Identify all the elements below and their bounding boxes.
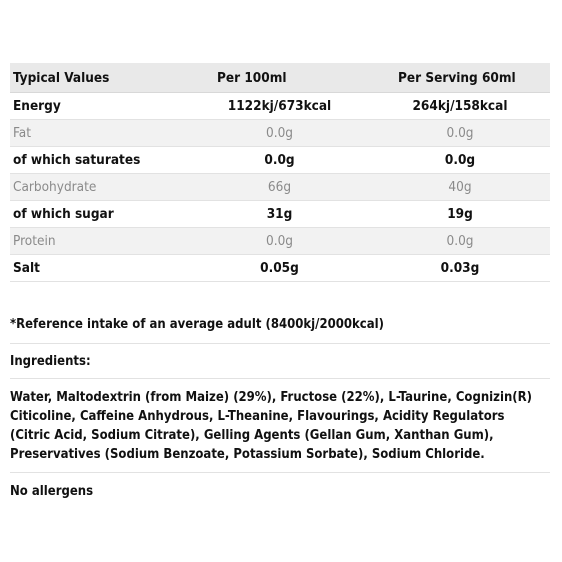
ingredients-line: Water, Maltodextrin (from Maize) (29%), Fructose (22%), L-Taurine, Cognizin(R) (10, 390, 532, 405)
ingredients-list (10, 388, 555, 464)
per-serving-value: 0.0g (370, 228, 550, 255)
nutrient-name: Protein (10, 228, 189, 255)
ingredients-line: (Citric Acid, Sodium Citrate), Gelling Agents (Gellan Gum, Xanthan Gum), (10, 428, 494, 443)
divider (10, 472, 550, 473)
divider (10, 378, 550, 379)
divider (10, 343, 550, 344)
ingredients-heading: Ingredients: (10, 354, 91, 369)
nutrient-name: Energy (10, 93, 189, 120)
allergens-note: No allergens (10, 484, 94, 499)
table-row (10, 93, 550, 120)
nutrient-name: Carbohydrate (10, 174, 189, 201)
per-100ml-value: 1122kj/673kcal (189, 93, 370, 120)
header-per-serving: Per Serving 60ml (370, 63, 550, 93)
table-row (10, 174, 550, 201)
per-100ml-value: 0.0g (189, 228, 370, 255)
per-100ml-value: 0.0g (189, 120, 370, 147)
nutrient-name: Salt (10, 255, 189, 282)
table-header-row (10, 63, 550, 93)
nutrient-name: Fat (10, 120, 189, 147)
table-row (10, 120, 550, 147)
per-100ml-value: 0.0g (189, 147, 370, 174)
per-100ml-value: 0.05g (189, 255, 370, 282)
per-serving-value: 264kj/158kcal (370, 93, 550, 120)
ingredients-line: Preservatives (Sodium Benzoate, Potassium Sorbate), Sodium Chloride. (10, 447, 485, 462)
per-100ml-value: 66g (189, 174, 370, 201)
nutrient-name: of which sugar (10, 201, 189, 228)
nutrition-panel (10, 63, 550, 282)
ingredients-line: Citicoline, Caffeine Anhydrous, L-Theanine, Flavourings, Acidity Regulators (10, 409, 505, 424)
table-row (10, 147, 550, 174)
table-row (10, 255, 550, 282)
per-serving-value: 0.0g (370, 120, 550, 147)
nutrition-table (10, 63, 550, 282)
per-serving-value: 40g (370, 174, 550, 201)
reference-intake-note: *Reference intake of an average adult (8400kj/2000kcal) (10, 317, 384, 332)
table-row (10, 201, 550, 228)
per-100ml-value: 31g (189, 201, 370, 228)
per-serving-value: 0.0g (370, 147, 550, 174)
table-row (10, 228, 550, 255)
header-typical-values: Typical Values (10, 63, 189, 93)
per-serving-value: 19g (370, 201, 550, 228)
per-serving-value: 0.03g (370, 255, 550, 282)
header-per-100ml: Per 100ml (189, 63, 370, 93)
nutrient-name: of which saturates (10, 147, 189, 174)
